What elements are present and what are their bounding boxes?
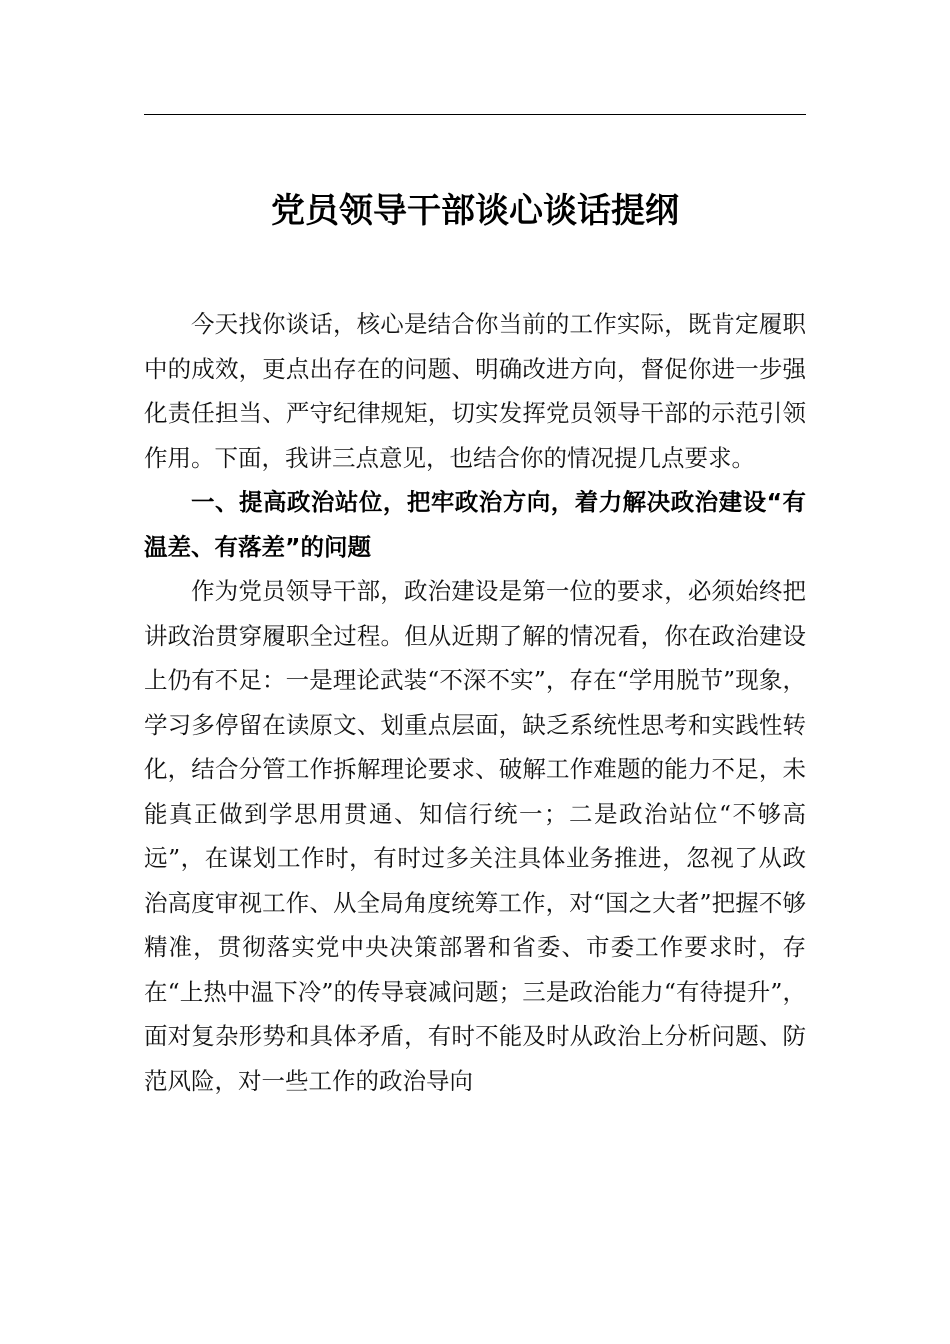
intro-paragraph: 今天找你谈话，核心是结合你当前的工作实际，既肯定履职中的成效，更点出存在的问题、明确改进方向，督促你进一步强化责任担当、严守纪律规矩，切实发挥党员领导干部的示范引领作用。下面，我讲三点意见，也结合你的情况提几点要求。 xyxy=(144,310,806,472)
section-heading: 一、提高政治站位，把牢政治方向，着力解决政治建设“有温差、有落差”的问题 xyxy=(144,488,806,561)
section-paragraph: 作为党员领导干部，政治建设是第一位的要求，必须始终把讲政治贯穿履职全过程。但从近期了解的情况看，你在政治建设上仍有不足：一是理论武装“不深不实”，存在“学用脱节”现象，学习多停留在读原文、划重点层面，缺乏系统性思考和实践性转化，结合分管工作拆解理论要求、破解工作难题的能力不足，未能真正做到学思用贯通、知信行统一；二是政治站位“不够高远”，在谋划工作时，有时过多关注具体业务推进，忽视了从政治高度审视工作、从全局角度统筹工作，对“国之大者”把握不够精准，贯彻落实党中央决策部署和省委、市委工作要求时，存在“上热中温下冷”的传导衰减问题；三是政治能力“有待提升”，面对复杂形势和具体矛盾，有时不能及时从政治上分析问题、防范风险，对一些工作的政治导向 xyxy=(144,577,806,1095)
document-title: 党员领导干部谈心谈话提纲 xyxy=(271,191,679,231)
header-rule xyxy=(144,114,806,115)
document-body xyxy=(144,302,806,1103)
